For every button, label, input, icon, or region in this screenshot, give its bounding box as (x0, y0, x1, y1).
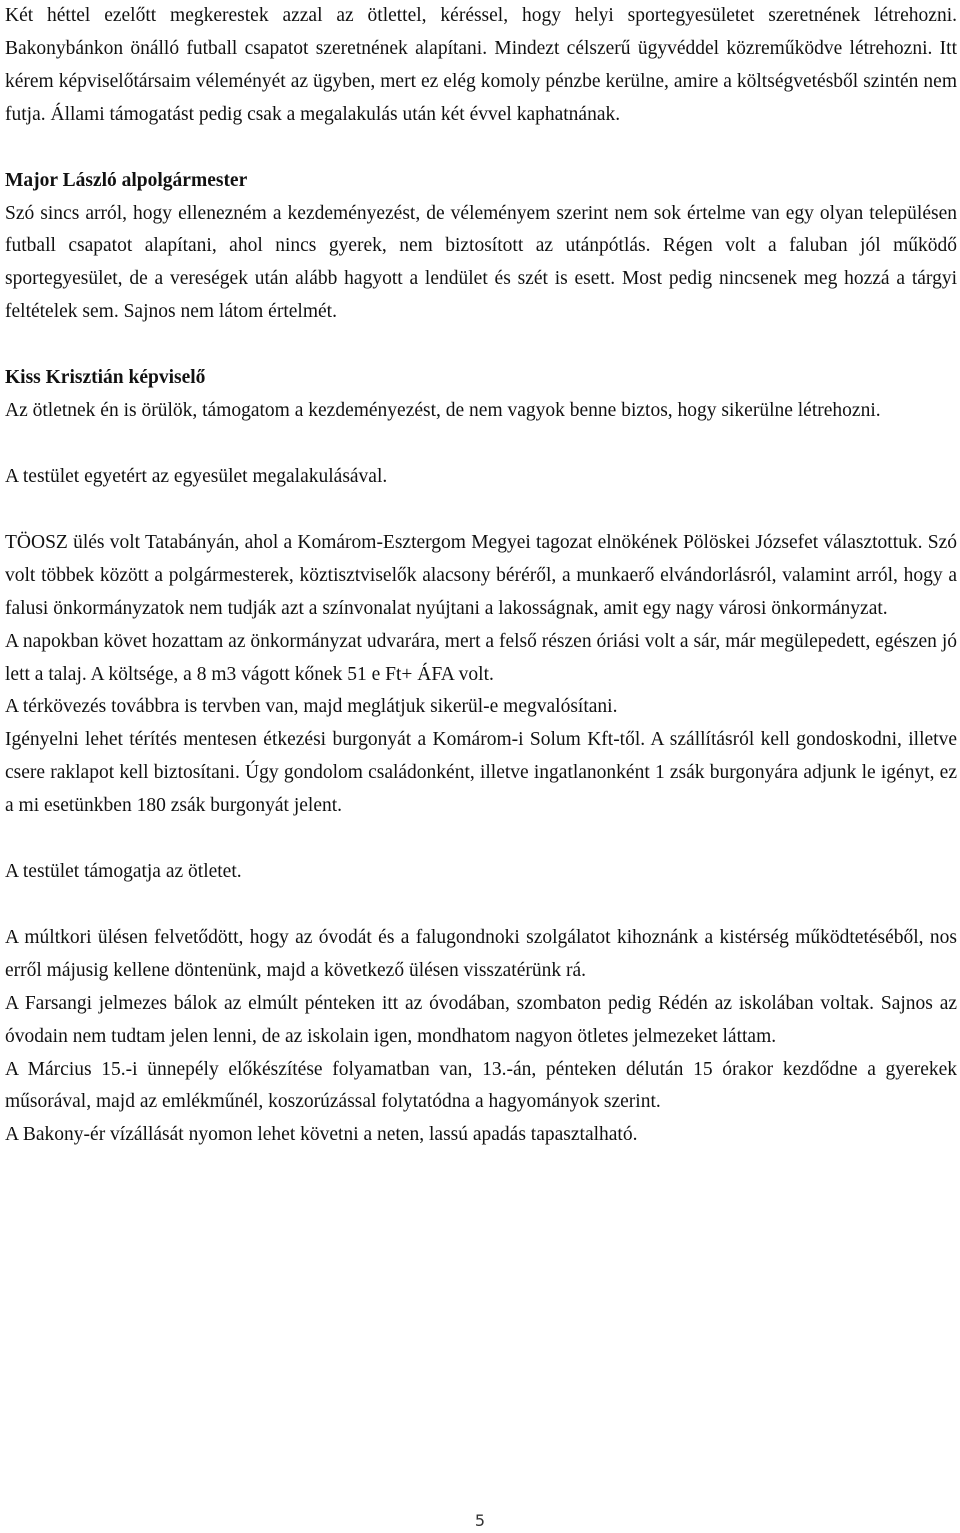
resolution-text: A testület egyetért az egyesület megalakulásával. (5, 465, 388, 487)
spacer (5, 494, 957, 527)
paragraph-farsang: A Farsangi jelmezes bálok az elmúlt pénteken itt az óvodában, szombaton pedig Rédén az iskolában voltak. Sajnos az óvodain nem tudtam jelen lenni, de az iskolain igen, mondhatom nagyon ötletes jelmezeket láttam. (5, 992, 957, 1047)
spacer (5, 428, 957, 461)
spacer (5, 132, 957, 165)
document-page (5, 0, 957, 1152)
speaker-name: Major László alpolgármester (5, 169, 248, 191)
paragraph-marcius-15: A Március 15.-i ünnepély előkészítése folyamatban van, 13.-án, pénteken délután 15 órakor kezdődne a gyerekek műsorával, majd az emlékműnél, koszorúzással folytatódna a hagyományok szerint. (5, 1058, 957, 1113)
spacer (5, 329, 957, 362)
speaker-block-kiss-krisztian (5, 362, 957, 428)
paragraph-burgonya: Igényelni lehet térítés mentesen étkezési burgonyát a Komárom-i Solum Kft-től. A szállításról kell gondoskodni, illetve csere raklapot kell biztosítani. Úgy gondolom családonként, illetve ingatlanonként 1 zsák burgonyára adjunk le igényt, ez a mi esetünkben 180 zsák burgonyát jelent. (5, 729, 957, 817)
paragraph-sportegyesulet: Két héttel ezelőtt megkerestek azzal az ötlettel, kéréssel, hogy helyi sportegyesületet szeretnének létrehozni. Bakonybánkon önálló futball csapatot szeretnének alapítani. Mindezt célszerű ügyvéddel közreműködve létrehozni. Itt kérem képviselőtársaim véleményét az ügyben, mert ez elég komoly pénzbe kerülne, amire a költségvetésből szintén nem futja. Állami támogatást pedig csak a megalakulás után két évvel kaphatnának. (5, 5, 957, 125)
paragraph-terkovezes: A térkövezés továbbra is tervben van, majd meglátjuk sikerül-e megvalósítani. (5, 696, 618, 718)
paragraph-toosz: TÖOSZ ülés volt Tatabányán, ahol a Komárom-Esztergom Megyei tagozat elnökének Pölöskei Józsefet választottuk. Szó volt többek között a polgármesterek, köztisztviselők alacsony béréről, a munkaerő elvándorlásról, valamint arról, hogy a falusi önkormányzatok nem tudják azt a színvonalat nyújtani a lakosságnak, amit egy nagy városi önkormányzat. (5, 531, 957, 619)
speaker-block-major-laszlo (5, 165, 957, 330)
paragraph-bakony-er: A Bakony-ér vízállását nyomon lehet követni a neten, lassú apadás tapasztalható. (5, 1124, 638, 1146)
spacer (5, 823, 957, 856)
speaker-statement: Szó sincs arról, hogy ellenezném a kezdeményezést, de véleményem szerint nem sok értelme van egy olyan településen futball csapatot alapítani, ahol nincs gyerek, nem biztosított az utánpótlás. Régen volt a faluban jól működő sportegyesület, de a vereségek után alább hagyott a lendület és szét is esett. Most pedig nincsenek meg hozzá a tárgyi feltételek sem. Sajnos nem látom értelmét. (5, 202, 957, 323)
paragraph-ko-hozatal: A napokban követ hozattam az önkormányzat udvarára, mert a felső részen óriási volt a sár, már megülepedett, egészen jó lett a talaj. A költsége, a 8 m3 vágott kőnek 51 e Ft+ ÁFA volt. (5, 630, 957, 685)
paragraph-ovoda: A múltkori ülésen felvetődött, hogy az óvodát és a falugondnoki szolgálatot kihoznánk a kistérség működtetéséből, nos erről májusig kellene döntenünk, majd a következő ülésen visszatérünk rá. (5, 926, 957, 981)
speaker-statement: Az ötletnek én is örülök, támogatom a kezdeményezést, de nem vagyok benne biztos, hogy sikerülne létrehozni. (5, 400, 881, 422)
spacer (5, 889, 957, 922)
resolution-text: A testület támogatja az ötletet. (5, 861, 242, 883)
speaker-name: Kiss Krisztián képviselő (5, 367, 206, 389)
page-number: 5 (474, 1511, 486, 1530)
